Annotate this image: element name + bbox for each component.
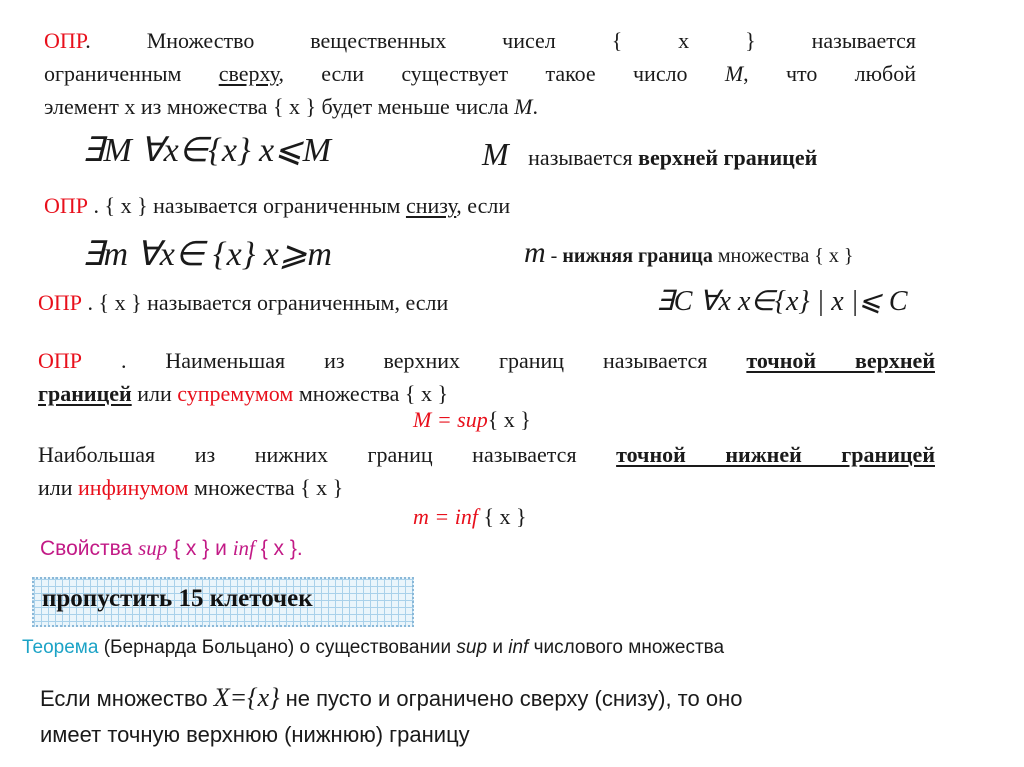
formula-bounded: ∃C ∀x x∈{x} | x |⩽ C bbox=[656, 286, 908, 317]
lower-bound-caption: m - нижняя граница множества { x } bbox=[524, 236, 854, 269]
formula-lower-bound: ∃m ∀x∈ {x} x⩾m bbox=[82, 236, 332, 273]
properties-line: Свойства sup { x } и inf { x }. bbox=[40, 536, 303, 560]
infimum-word: инфинумом bbox=[78, 475, 189, 500]
underlined-from-above: сверху bbox=[218, 61, 279, 86]
theorem-body-line2: имеет точную верхнюю (нижнюю) границу bbox=[40, 722, 470, 747]
opr-label: ОПР bbox=[44, 28, 86, 53]
def5-line2: или инфинумом множества { x } bbox=[38, 475, 344, 500]
definition-infimum bbox=[38, 438, 935, 504]
formula-sup: M = sup{ x } bbox=[413, 407, 531, 432]
theorem-body bbox=[40, 680, 742, 753]
skip-cells-text: пропустить 15 клеточек bbox=[42, 585, 313, 612]
upper-bound-caption: M называется верхней границей bbox=[482, 136, 818, 172]
def1-line3: элемент x из множества { x } будет меньше числа M. bbox=[44, 94, 538, 119]
supremum-word: супремумом bbox=[177, 381, 294, 406]
definition-supremum bbox=[38, 344, 935, 410]
theorem-body-line1: Если множество X={x} не пусто и ограничено сверху (снизу), то оно bbox=[40, 683, 743, 712]
skip-cells-box bbox=[32, 577, 414, 627]
definition-upper-bounded bbox=[44, 24, 916, 123]
underlined-from-below: снизу bbox=[405, 193, 457, 218]
def1-line2: ограниченным сверху, если существует такое число M, что любой bbox=[44, 61, 916, 86]
def1-line1: ОПР. Множество вещественных чисел { x } называется bbox=[44, 28, 916, 53]
theorem-heading: Теорема (Бернарда Больцано) о существовании sup и inf числового множества bbox=[22, 637, 725, 658]
definition-bounded: ОПР . { x } называется ограниченным, если bbox=[38, 290, 449, 315]
formula-inf: m = inf { x } bbox=[413, 504, 527, 529]
formula-upper-bound: ∃M ∀x∈{x} x⩽M bbox=[82, 132, 331, 169]
definition-lower-bounded: ОПР . { x } называется ограниченным снизу, если bbox=[44, 193, 511, 218]
def4-line1: ОПР . Наименьшая из верхних границ называется точной верхней bbox=[38, 348, 935, 373]
def5-line1: Наибольшая из нижних границ называется точной нижней границей bbox=[38, 442, 935, 467]
def4-line2: границей или супремумом множества { x } bbox=[38, 381, 449, 406]
